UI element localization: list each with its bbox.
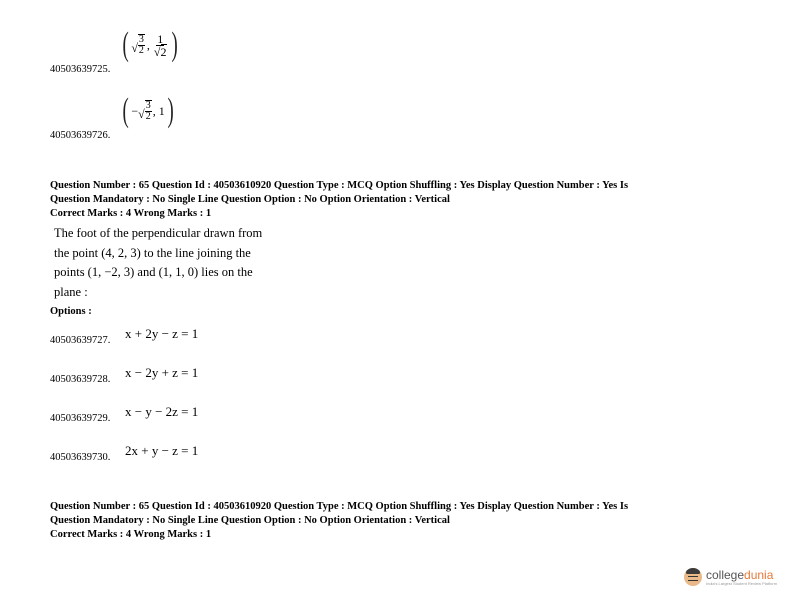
- prev-option-726-expression: ( − √ 3 2 , 1 ): [122, 92, 174, 129]
- question-text: The foot of the perpendicular drawn from the point (4, 2, 3) to the line joining the points (1, −2, 3) and (1, 1, 0) lies on the plane :: [54, 226, 263, 299]
- sqrt-fraction: √ 3 2: [131, 34, 144, 56]
- next-question-meta-line2: Question Mandatory : No Single Line Question Option : No Option Orientation : Vertical: [50, 515, 450, 526]
- prev-option-725-expression: ( √ 3 2 , $\frac{1}{√2}$ ): [122, 26, 178, 63]
- sqrt-fraction: √ 3 2: [138, 100, 151, 122]
- question-meta-line2: Question Mandatory : No Single Line Question Option : No Option Orientation : Vertical: [50, 194, 450, 205]
- question-marks: Correct Marks : 4 Wrong Marks : 1: [50, 208, 212, 219]
- option-729-id: 40503639729.: [50, 413, 111, 424]
- option-728-id: 40503639728.: [50, 374, 111, 385]
- question-meta: [50, 179, 750, 221]
- option-728-equation: x − 2y + z = 1: [125, 365, 199, 380]
- option-730-id: 40503639730.: [50, 452, 111, 463]
- prev-option-726-id: 40503639726.: [50, 130, 111, 141]
- option-727-id: 40503639727.: [50, 335, 111, 346]
- logo-tagline: India's Largest Student Review Platform: [706, 580, 778, 586]
- question-meta-line1: Question Number : 65 Question Id : 40503610920 Question Type : MCQ Option Shuffling : Yes Display Question Number : Yes Is: [50, 180, 629, 191]
- option-730-equation: 2x + y − z = 1: [125, 443, 199, 458]
- option-729-equation: x − y − 2z = 1: [125, 404, 199, 419]
- mascot-icon: [684, 568, 702, 586]
- next-question-meta-line1: Question Number : 65 Question Id : 40503610920 Question Type : MCQ Option Shuffling : Yes Display Question Number : Yes Is: [50, 501, 629, 512]
- next-question-marks: Correct Marks : 4 Wrong Marks : 1: [50, 529, 212, 540]
- collegedunia-logo: collegedunia India's Largest Student Review Platform: [684, 568, 777, 586]
- fraction: $\frac{1}{√2}$: [153, 31, 167, 59]
- option-727-equation: x + 2y − z = 1: [125, 326, 199, 341]
- options-label: Options :: [50, 306, 92, 317]
- prev-option-725-id: 40503639725.: [50, 64, 111, 75]
- next-question-meta: [50, 500, 750, 542]
